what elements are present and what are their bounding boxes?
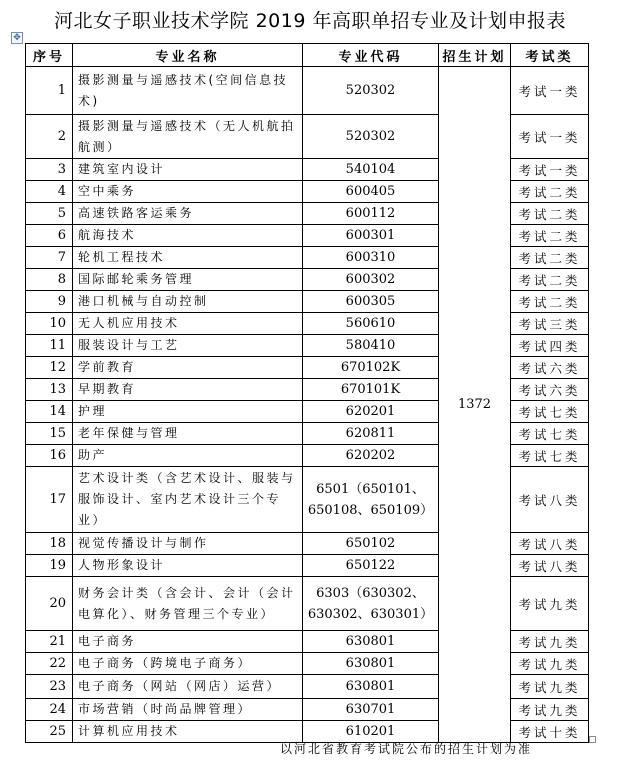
exam-category: 考试九类 (511, 577, 589, 631)
row-number: 20 (26, 577, 73, 631)
row-number: 16 (26, 445, 73, 467)
major-code: 600302 (303, 269, 439, 291)
major-name: 国际邮轮乘务管理 (73, 269, 303, 291)
major-code: 670101K (303, 379, 439, 401)
major-code: 630801 (303, 675, 439, 699)
exam-category: 考试二类 (511, 225, 589, 247)
exam-category: 考试六类 (511, 357, 589, 379)
row-number: 18 (26, 533, 73, 555)
major-name: 航海技术 (73, 225, 303, 247)
major-code: 610201 (303, 721, 439, 743)
major-code: 620202 (303, 445, 439, 467)
document-title (0, 6, 620, 33)
exam-category: 考试七类 (511, 401, 589, 423)
major-name: 财务会计类（含会计、会计（会计电算化）、财务管理三个专业） (73, 577, 303, 631)
row-number: 19 (26, 555, 73, 577)
row-number: 21 (26, 631, 73, 653)
title-text: 河北女子职业技术学院 2019 年高职单招专业及计划申报表 (54, 10, 566, 32)
exam-category: 考试七类 (511, 423, 589, 445)
major-code: 600112 (303, 203, 439, 225)
major-name: 电子商务（跨境电子商务） (73, 653, 303, 675)
row-number: 6 (26, 225, 73, 247)
exam-category: 考试二类 (511, 181, 589, 203)
exam-category: 考试八类 (511, 555, 589, 577)
major-code: 600310 (303, 247, 439, 269)
exam-category: 考试八类 (511, 467, 589, 533)
row-number: 17 (26, 467, 73, 533)
major-name: 计算机应用技术 (73, 721, 303, 743)
exam-category: 考试七类 (511, 445, 589, 467)
major-name: 摄影测量与遥感技术(空间信息技术) (73, 67, 303, 115)
major-code: 650122 (303, 555, 439, 577)
row-number: 8 (26, 269, 73, 291)
major-name: 空中乘务 (73, 181, 303, 203)
major-code: 600301 (303, 225, 439, 247)
major-code: 540104 (303, 159, 439, 181)
major-code: 560610 (303, 313, 439, 335)
exam-category: 考试四类 (511, 335, 589, 357)
exam-category: 考试九类 (511, 631, 589, 653)
row-number: 22 (26, 653, 73, 675)
major-name: 摄影测量与遥感技术（无人机航拍航测） (73, 115, 303, 159)
row-number: 7 (26, 247, 73, 269)
exam-category: 考试二类 (511, 203, 589, 225)
table-move-handle-icon[interactable]: ✥ (11, 32, 23, 44)
enrollment-plan-table (25, 43, 589, 743)
major-code: 630801 (303, 653, 439, 675)
row-number: 5 (26, 203, 73, 225)
exam-category: 考试一类 (511, 159, 589, 181)
major-name: 学前教育 (73, 357, 303, 379)
major-code: 650102 (303, 533, 439, 555)
header-code: 专业代码 (303, 44, 439, 67)
major-name: 无人机应用技术 (73, 313, 303, 335)
exam-category: 考试六类 (511, 379, 589, 401)
major-name: 护理 (73, 401, 303, 423)
major-name: 建筑室内设计 (73, 159, 303, 181)
header-category: 考试类 (511, 44, 589, 67)
major-name: 人物形象设计 (73, 555, 303, 577)
header-plan: 招生计划 (439, 44, 511, 67)
row-number: 25 (26, 721, 73, 743)
major-code: 6501（650101、650108、650109） (303, 467, 439, 533)
header-no: 序号 (26, 44, 73, 67)
major-name: 高速铁路客运乘务 (73, 203, 303, 225)
major-code: 630801 (303, 631, 439, 653)
major-code: 580410 (303, 335, 439, 357)
table-body (26, 67, 589, 743)
major-name: 电子商务 (73, 631, 303, 653)
row-number: 9 (26, 291, 73, 313)
major-code: 620811 (303, 423, 439, 445)
exam-category: 考试九类 (511, 699, 589, 721)
major-code: 520302 (303, 115, 439, 159)
exam-category: 考试二类 (511, 291, 589, 313)
row-number: 3 (26, 159, 73, 181)
exam-category: 考试一类 (511, 67, 589, 115)
major-name: 轮机工程技术 (73, 247, 303, 269)
major-code: 520302 (303, 67, 439, 115)
major-code: 600305 (303, 291, 439, 313)
row-number: 23 (26, 675, 73, 699)
row-number: 24 (26, 699, 73, 721)
row-number: 2 (26, 115, 73, 159)
row-number: 10 (26, 313, 73, 335)
major-name: 市场营销（时尚品牌管理） (73, 699, 303, 721)
exam-category: 考试九类 (511, 675, 589, 699)
major-code: 630701 (303, 699, 439, 721)
exam-category: 考试十类 (511, 721, 589, 743)
enrollment-plan-total: 1372 (439, 67, 511, 743)
major-name: 视觉传播设计与制作 (73, 533, 303, 555)
major-name: 艺术设计类（含艺术设计、服装与服饰设计、室内艺术设计三个专业） (73, 467, 303, 533)
row-number: 15 (26, 423, 73, 445)
major-code: 670102K (303, 357, 439, 379)
major-code: 6303（630302、630302、630301） (303, 577, 439, 631)
row-number: 11 (26, 335, 73, 357)
exam-category: 考试二类 (511, 247, 589, 269)
major-code: 620201 (303, 401, 439, 423)
exam-category: 考试八类 (511, 533, 589, 555)
major-name: 电子商务（网站（网店）运营） (73, 675, 303, 699)
major-name: 助产 (73, 445, 303, 467)
table-row (26, 67, 589, 115)
major-name: 港口机械与自动控制 (73, 291, 303, 313)
row-number: 4 (26, 181, 73, 203)
exam-category: 考试二类 (511, 269, 589, 291)
major-name: 早期教育 (73, 379, 303, 401)
row-number: 13 (26, 379, 73, 401)
major-code: 600405 (303, 181, 439, 203)
major-name: 老年保健与管理 (73, 423, 303, 445)
row-number: 1 (26, 67, 73, 115)
row-number: 14 (26, 401, 73, 423)
exam-category: 考试三类 (511, 313, 589, 335)
exam-category: 考试九类 (511, 653, 589, 675)
table-resize-handle[interactable] (589, 736, 596, 743)
exam-category: 考试一类 (511, 115, 589, 159)
footnote: 以河北省教育考试院公布的招生计划为准 (280, 742, 533, 756)
header-row (26, 44, 589, 67)
row-number: 12 (26, 357, 73, 379)
header-name: 专业名称 (73, 44, 303, 67)
major-name: 服装设计与工艺 (73, 335, 303, 357)
